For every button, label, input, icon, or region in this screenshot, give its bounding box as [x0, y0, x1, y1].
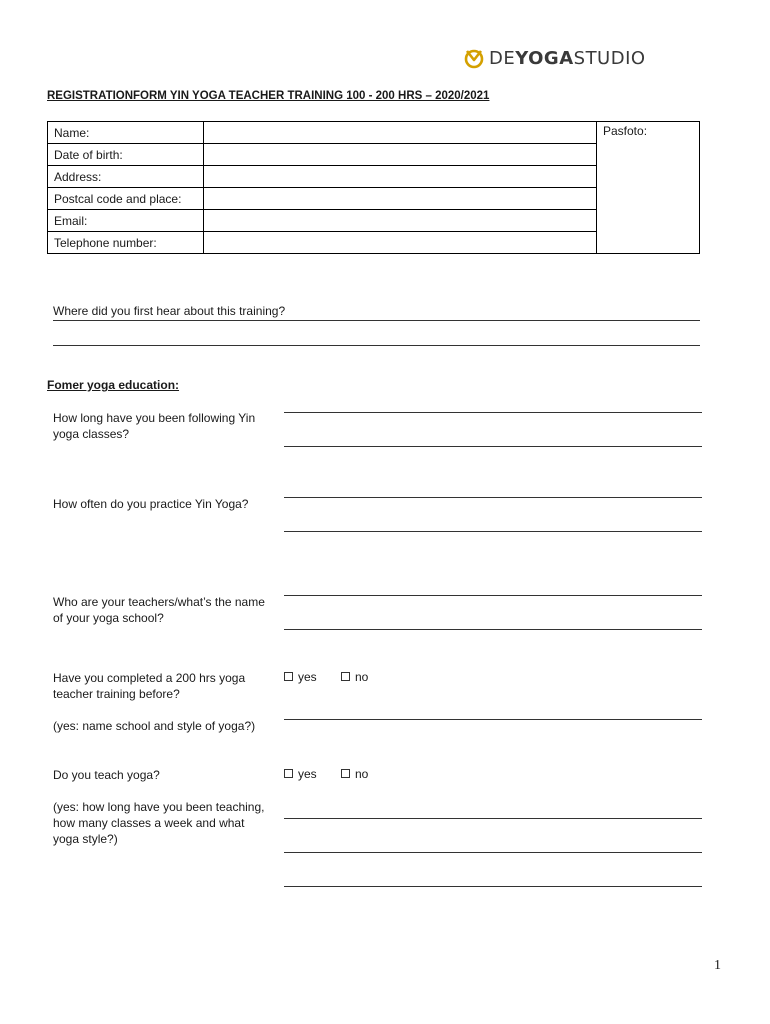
page-number: 1 — [714, 958, 721, 973]
answer-line[interactable] — [284, 852, 702, 853]
question-200hrs-training: Have you completed a 200 hrs yoga teacher training before? — [53, 671, 246, 701]
photo-label: Pasfoto: — [603, 124, 648, 138]
yes-checkbox[interactable]: yes — [284, 767, 317, 781]
yes-checkbox[interactable]: yes — [284, 670, 317, 684]
email-field[interactable] — [204, 210, 597, 232]
form-title: REGISTRATIONFORM YIN YOGA TEACHER TRAINING 100 - 200 HRS – 2020/2021 — [47, 90, 490, 102]
question-practice-frequency: How often do you practice Yin Yoga? — [53, 497, 249, 511]
question-yin-duration: How long have you been following Yin yoga classes? — [53, 411, 256, 441]
question-teach-yoga: Do you teach yoga? — [53, 768, 160, 782]
no-checkbox[interactable]: no — [341, 670, 368, 684]
checkbox-icon — [341, 672, 350, 681]
hear-about-answer-line-2[interactable] — [53, 345, 700, 346]
hear-about-answer-line-1[interactable] — [53, 320, 700, 321]
answer-line[interactable] — [284, 531, 702, 532]
telephone-field[interactable] — [204, 232, 597, 254]
answer-line[interactable] — [284, 446, 702, 447]
checkbox-icon — [284, 769, 293, 778]
section-title: Fomer yoga education: — [47, 378, 180, 392]
address-field[interactable] — [204, 166, 597, 188]
question-200hrs-followup: (yes: name school and style of yoga?) — [53, 719, 256, 733]
answer-line[interactable] — [284, 497, 702, 498]
answer-line[interactable] — [284, 818, 702, 819]
email-label: Email: — [48, 210, 204, 232]
answer-line[interactable] — [284, 412, 702, 413]
address-label: Address: — [48, 166, 204, 188]
postal-code-field[interactable] — [204, 188, 597, 210]
postal-code-label: Postcal code and place: — [48, 188, 204, 210]
table-row — [48, 122, 700, 144]
name-label: Name: — [48, 122, 204, 144]
dob-label: Date of birth: — [48, 144, 204, 166]
personal-info-table — [47, 121, 700, 254]
answer-line[interactable] — [284, 719, 702, 720]
no-checkbox[interactable]: no — [341, 767, 368, 781]
logo-text: DEYOGASTUDIO — [489, 47, 646, 69]
checkbox-icon — [341, 769, 350, 778]
checkbox-icon — [284, 672, 293, 681]
telephone-label: Telephone number: — [48, 232, 204, 254]
question-teachers: Who are your teachers/what’s the name of your yoga school? — [53, 595, 265, 625]
dob-field[interactable] — [204, 144, 597, 166]
passport-photo-box[interactable] — [597, 122, 700, 254]
question-teach-yoga-followup: (yes: how long have you been teaching, how many classes a week and what yoga style?) — [53, 800, 265, 846]
yoga-logo-icon — [463, 47, 485, 69]
answer-line[interactable] — [284, 886, 702, 887]
answer-line[interactable] — [284, 629, 702, 630]
hear-about-question: Where did you first hear about this training? — [53, 304, 286, 318]
answer-line[interactable] — [284, 595, 702, 596]
logo — [463, 46, 646, 70]
name-field[interactable] — [204, 122, 597, 144]
